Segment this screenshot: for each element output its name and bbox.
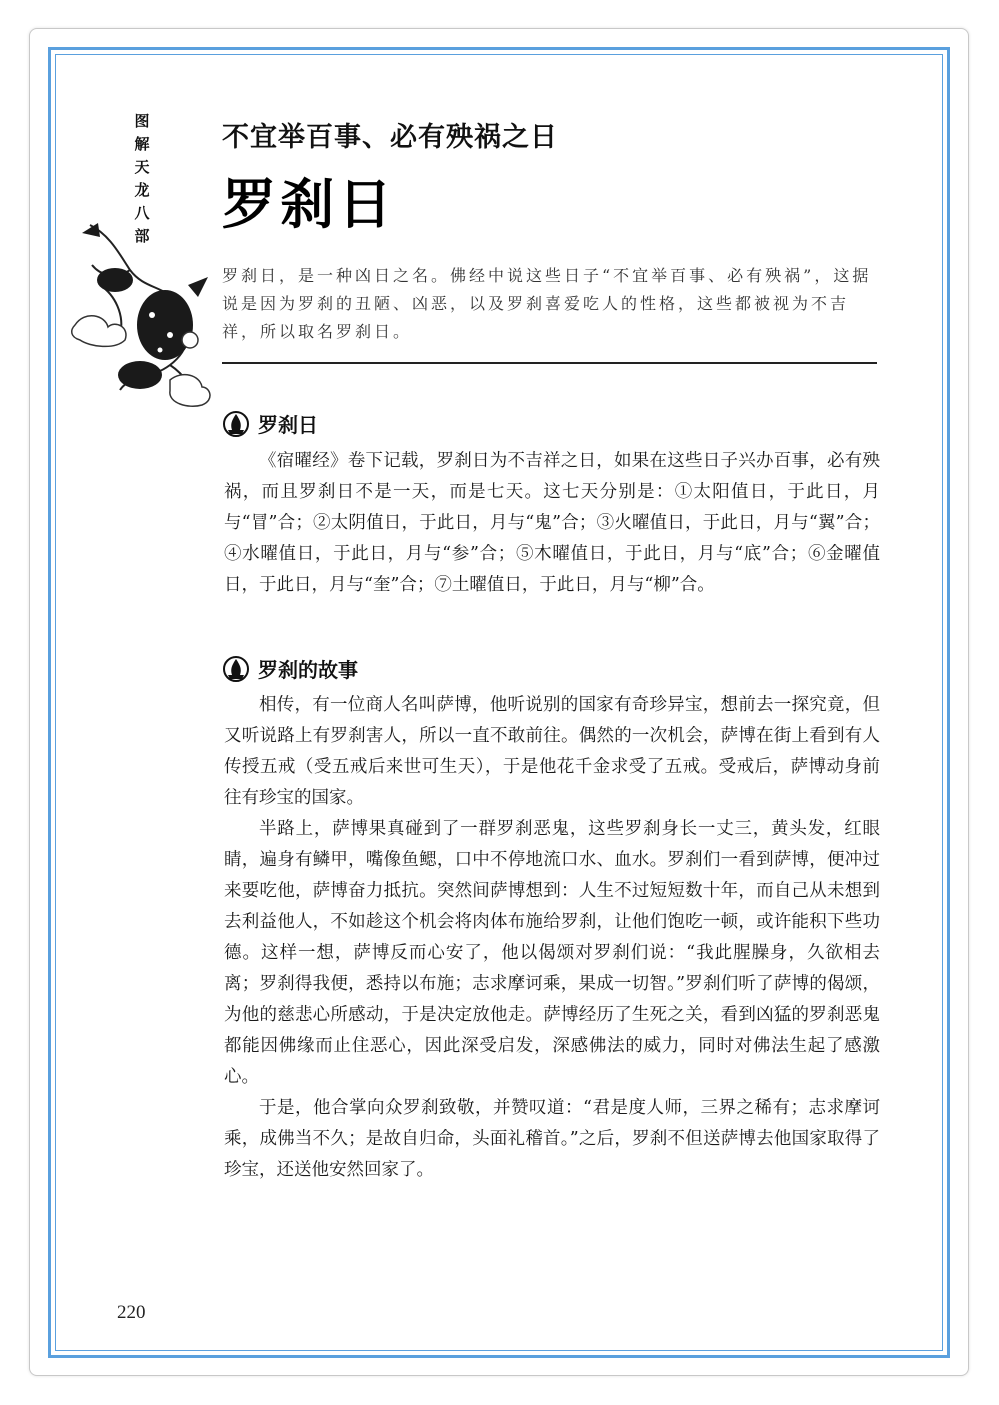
paragraph: 《宿曜经》卷下记载，罗刹日为不吉祥之日，如果在这些日子兴办百事，必有殃祸，而且罗刹日不是一天，而是七天。这七天分别是：①太阳值日，于此日，月与“冒”合；②太阴值日，于此日，月与“鬼”合；③火曜值日，于此日，月与“翼”合；④水曜值日，于此日，月与“参”合；⑤木曜值日，于此日，月与“底”合；⑥金曜值日，于此日，月与“奎”合；⑦土曜值日，于此日，月与“柳”合。 xyxy=(224,451,880,595)
page-subtitle: 不宜举百事、必有殃祸之日 xyxy=(222,122,558,153)
section-heading-2 xyxy=(222,654,358,683)
section-heading-text: 罗刹日 xyxy=(258,413,318,437)
paragraph: 半路上，萨博果真碰到了一群罗刹恶鬼，这些罗刹身长一丈三，黄头发，红眼睛，遍身有鳞甲，嘴像鱼鳃，口中不停地流口水、血水。罗刹们一看到萨博，便冲过来要吃他，萨博奋力抵抗。突然间萨博想到：人生不过短短数十年，而自己从未想到去利益他人，不如趁这个机会将肉体布施给罗刹，让他们饱吃一顿，或许能积下些功德。这样一想，萨博反而心安了，他以偈颂对罗刹们说：“我此腥臊身，久欲相去离；罗刹得我便，悉持以布施；志求摩诃乘，果成一切智。”罗刹们听了萨博的偈颂，为他的慈悲心所感动，于是决定放他走。萨博经历了生死之关，看到凶猛的罗刹恶鬼都能因佛缘而止住恶心，因此深受启发，深感佛法的威力，同时对佛法生起了感激心。 xyxy=(224,819,880,1087)
divider-line xyxy=(222,362,877,364)
book-side-title: 图解天龙八部 xyxy=(134,112,150,245)
section-heading-text: 罗刹的故事 xyxy=(258,658,358,682)
intro-paragraph: 罗刹日，是一种凶日之名。佛经中说这些日子“不宜举百事、必有殃祸”，这据说是因为罗刹的丑陋、凶恶，以及罗刹喜爱吃人的性格，这些都被视为不吉祥，所以取名罗刹日。 xyxy=(222,266,872,341)
flame-lotus-icon xyxy=(222,410,250,438)
page-number: 220 xyxy=(117,1302,146,1323)
paragraph: 相传，有一位商人名叫萨博，他听说别的国家有奇珍异宝，想前去一探究竟，但又听说路上有罗刹害人，所以一直不敢前往。偶然的一次机会，萨博在街上看到有人传授五戒（受五戒后来世可生天），于是他花千金求受了五戒。受戒后，萨博动身前往有珍宝的国家。 xyxy=(224,695,880,808)
section-body-2 xyxy=(224,690,880,1186)
flame-lotus-icon xyxy=(222,655,250,683)
dragon-illustration xyxy=(70,215,218,415)
section-heading-1 xyxy=(222,409,318,438)
paragraph: 于是，他合掌向众罗刹致敬，并赞叹道：“君是度人师，三界之稀有；志求摩诃乘，成佛当不久；是故自归命，头面礼稽首。”之后，罗刹不但送萨博去他国家取得了珍宝，还送他安然回家了。 xyxy=(224,1098,880,1180)
section-body-1 xyxy=(224,446,880,601)
page-title: 罗刹日 xyxy=(222,173,396,236)
